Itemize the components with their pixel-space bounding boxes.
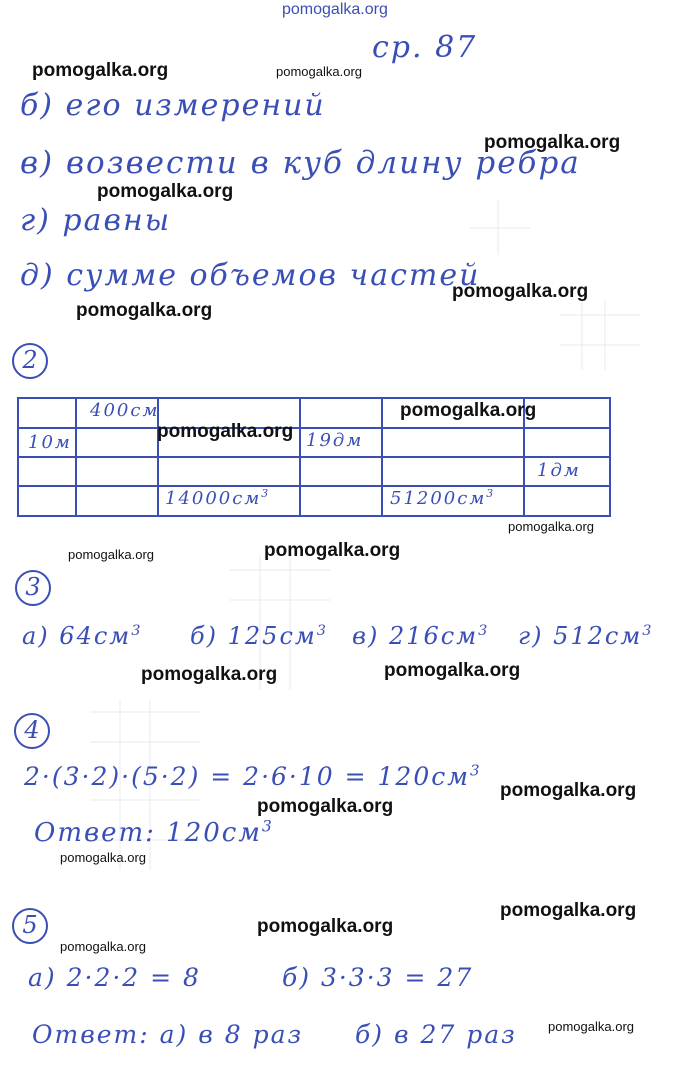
task-3-a: а) $64см^3$ [22, 622, 143, 650]
watermark-2[interactable]: pomogalka.org [276, 64, 362, 79]
watermark-15[interactable]: pomogalka.org [257, 796, 394, 817]
answer-line-d: д) сумме объемов частей [20, 258, 481, 293]
task-2-number: 2 [12, 343, 48, 379]
watermark-4[interactable]: pomogalka.org [97, 181, 234, 202]
table-cell-19: 19дм [306, 430, 364, 451]
watermark-16[interactable]: pomogalka.org [60, 850, 146, 865]
watermark-top[interactable]: pomogalka.org [282, 1, 388, 18]
watermark-5[interactable]: pomogalka.org [452, 281, 589, 302]
table-cell-51200: $51200см^3$ [390, 487, 496, 509]
watermark-6[interactable]: pomogalka.org [76, 300, 213, 321]
task-5-b: б) 3·3·3 = 27 [282, 963, 474, 992]
task-3-v: в) $216см^3$ [352, 622, 490, 650]
table-cell-1: 1дм [537, 460, 581, 481]
watermark-1[interactable]: pomogalka.org [32, 60, 169, 81]
watermark-9[interactable]: pomogalka.org [508, 519, 594, 534]
watermark-8[interactable]: pomogalka.org [157, 421, 294, 442]
task-3-g: г) $512см^3$ [518, 622, 654, 650]
watermark-18[interactable]: pomogalka.org [257, 916, 394, 937]
task-4-number: 4 [14, 713, 50, 749]
task-4-answer: Ответ: $120см^3$ [34, 817, 274, 848]
watermark-10[interactable]: pomogalka.org [264, 540, 401, 561]
task-5-a: а) 2·2·2 = 8 [28, 963, 201, 992]
task-3-b: б) $125см^3$ [190, 622, 328, 650]
watermark-14[interactable]: pomogalka.org [500, 780, 637, 801]
watermark-12[interactable]: pomogalka.org [384, 660, 521, 681]
table-cell-14000: $14000см^3$ [165, 487, 271, 509]
watermark-20[interactable]: pomogalka.org [548, 1019, 634, 1034]
page-number-label: ср. 87 [372, 30, 478, 65]
answer-line-v: в) возвести в куб длину ребра [20, 145, 581, 181]
task-3-number: 3 [15, 570, 51, 606]
watermark-7[interactable]: pomogalka.org [400, 400, 537, 421]
watermark-19[interactable]: pomogalka.org [60, 939, 146, 954]
watermark-11[interactable]: pomogalka.org [68, 547, 154, 562]
table-cell-10: 10м [28, 432, 72, 453]
task-5-answer-b: б) в 27 раз [355, 1020, 517, 1049]
task-5-number: 5 [12, 908, 48, 944]
answer-line-b: б) его измерений [20, 88, 326, 123]
task-4-expression: $2\cdot(3\cdot 2)\cdot(5\cdot 2) = 2\cdot 6\cdot 10 = 120см^3$ [24, 761, 482, 791]
watermark-3[interactable]: pomogalka.org [484, 132, 621, 153]
answer-line-g: г) равны [20, 203, 172, 238]
table-cell-400: 400см [90, 400, 160, 421]
watermark-17[interactable]: pomogalka.org [500, 900, 637, 921]
watermark-13[interactable]: pomogalka.org [141, 664, 278, 685]
task-5-answer-a: Ответ: а) в 8 раз [32, 1020, 304, 1049]
